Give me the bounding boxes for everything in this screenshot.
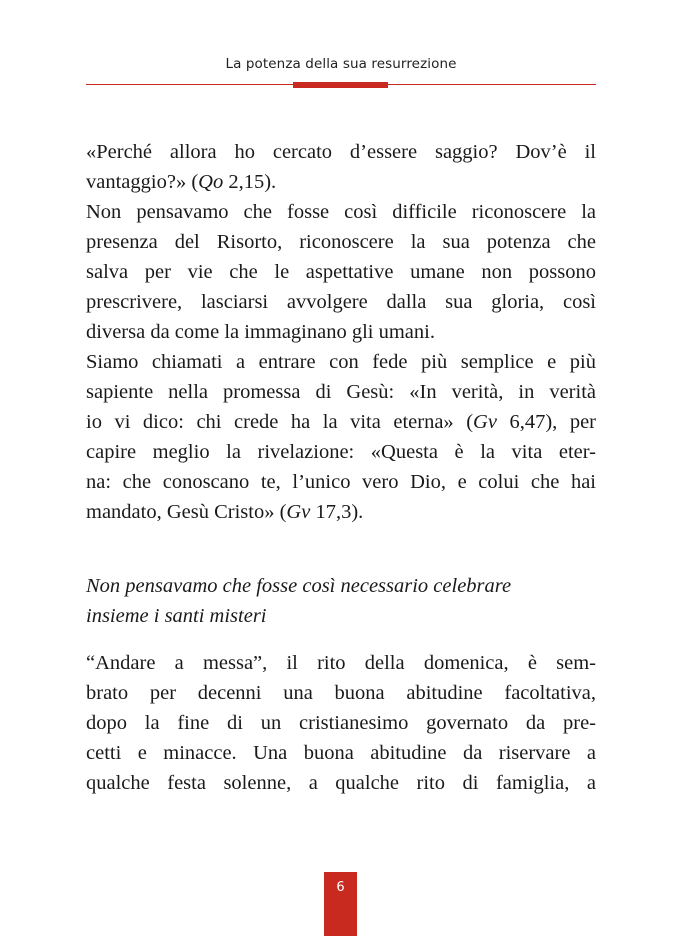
text-line: brato per decenni una buona abitudine facoltativa,: [86, 682, 596, 704]
text-line: «Perché allora ho cercato d’essere saggio? Dov’è il: [86, 141, 596, 163]
text-line: prescrivere, lasciarsi avvolgere dalla sua gloria, così: [86, 291, 596, 313]
text-line: cetti e minacce. Una buona abitudine da riservare a: [86, 742, 596, 764]
section-heading-line: Non pensavamo che fosse così necessario celebrare: [86, 575, 512, 597]
text-line: sapiente nella promessa di Gesù: «In verità, in verità: [86, 381, 596, 403]
running-head: La potenza della sua resurrezione: [225, 56, 457, 72]
text-line: “Andare a messa”, il rito della domenica, è sem-: [86, 652, 596, 674]
text-line: diversa da come la immaginano gli umani.: [86, 321, 435, 343]
text-fragment: 6,47), per: [496, 411, 597, 433]
text-line: Siamo chiamati a entrare con fede più semplice e più: [86, 351, 596, 373]
text-fragment: 2,15).: [223, 171, 277, 193]
scripture-book: Gv: [473, 411, 497, 433]
text-fragment: 17,3).: [310, 501, 364, 523]
text-line: na: che conoscano te, l’unico vero Dio, e colui che hai: [86, 471, 596, 493]
section-heading: [86, 571, 596, 631]
text-line: [86, 497, 596, 527]
text-line: salva per vie che le aspettative umane non possono: [86, 261, 596, 283]
text-line: [86, 407, 596, 437]
text-fragment: vantaggio?» (: [86, 171, 199, 193]
text-line: Non pensavamo che fosse così difficile riconoscere la: [86, 201, 596, 223]
paragraph-4: [86, 648, 596, 798]
header-accent-tab: [293, 82, 388, 88]
scripture-book: Gv: [286, 501, 311, 523]
text-fragment: io vi dico: chi crede ha la vita eterna» (: [86, 411, 474, 433]
scripture-book: Qo: [198, 171, 224, 193]
text-line: presenza del Risorto, riconoscere la sua potenza che: [86, 231, 596, 253]
text-fragment: mandato, Gesù Cristo» (: [86, 501, 287, 523]
paragraph-1: [86, 137, 596, 527]
section-heading-line: insieme i santi misteri: [86, 605, 267, 627]
text-line: [86, 167, 596, 197]
text-line: capire meglio la rivelazione: «Questa è la vita eter-: [86, 441, 596, 463]
page-number: 6: [336, 880, 345, 895]
text-line: dopo la fine di un cristianesimo governato da pre-: [86, 712, 596, 734]
text-line: qualche festa solenne, a qualche rito di famiglia, a: [86, 772, 596, 794]
